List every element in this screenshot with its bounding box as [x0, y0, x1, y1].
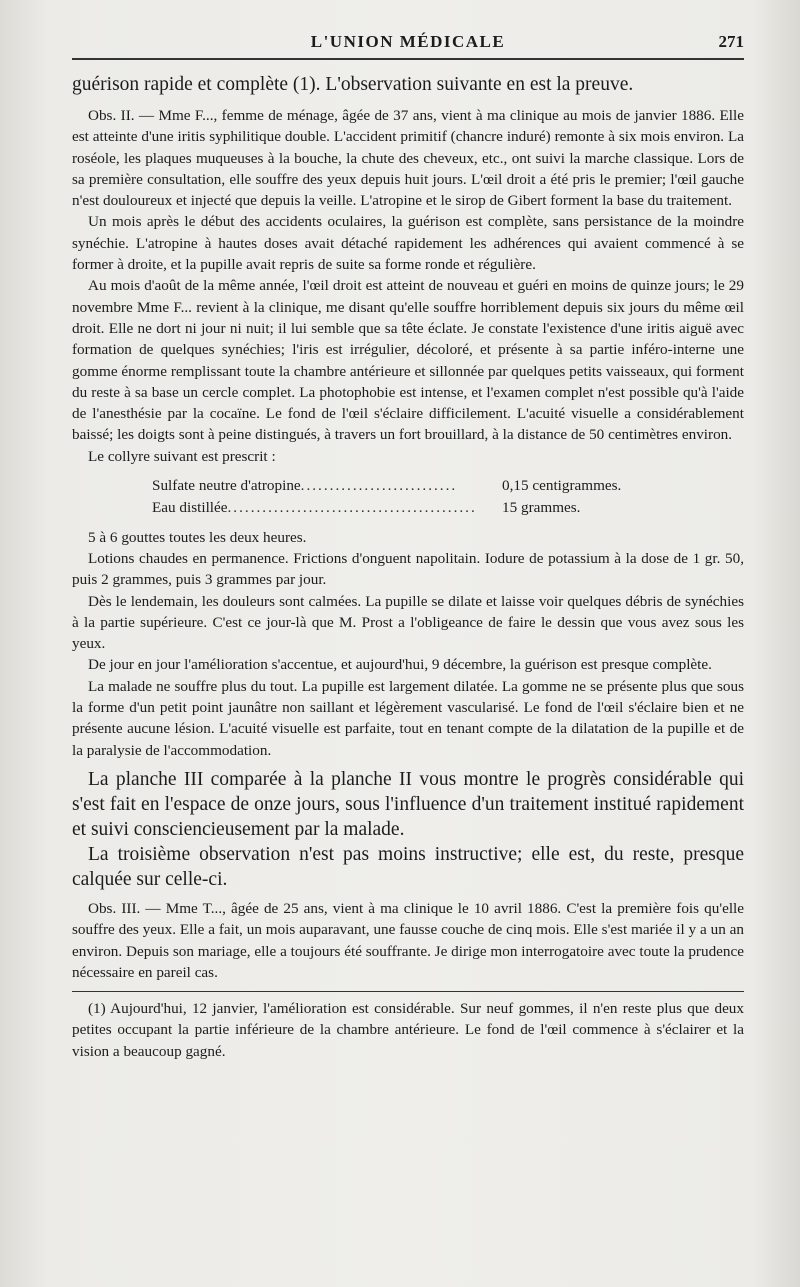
leader-dots: ........................... [300, 477, 458, 495]
paragraph-recovery: Un mois après le début des accidents oculaires, la guérison est complète, sans persistance de la moindre synéchie. L'atropine à hautes doses avait détaché rapidement les adhérences qui avaient commencé à se former à droite, et la pupille avait repris de suite sa forme ronde et régulière. [72, 213, 744, 274]
paragraph-treatment: Lotions chaudes en permanence. Frictions d'onguent napolitain. Iodure de potassium à la dose de 1 gr. 50, puis 2 grammes, puis 3 grammes par jour. [72, 549, 744, 589]
paragraph-intro: guérison rapide et complète (1). L'observation suivante en est la preuve. [72, 74, 634, 95]
paragraph-planche: La planche III comparée à la planche II vous montre le progrès considérable qui s'est fait en l'espace de onze jours, sous l'influence d'un traitement institué rapidement et suivi consciencieusement par la malade. [72, 768, 744, 840]
ingredient-quantity: 0,15 centigrammes. [502, 477, 622, 495]
observation-3: Obs. III. — Mme T..., âgée de 25 ans, vient à ma clinique le 10 avril 1886. C'est la première fois qu'elle souffre des yeux. Elle a fait, un mois auparavant, une fausse couche de cinq mois. Elle s'est mariée il y a un an environ. Depuis son mariage, elle a toujours été souffrante. Je dirige mon interrogatoire avec toute la prudence nécessaire en pareil cas. [72, 899, 744, 981]
footnote-divider [72, 991, 744, 992]
footnote: (1) Aujourd'hui, 12 janvier, l'amélioration est considérable. Sur neuf gommes, il n'en reste plus que deux petites occupant la partie inférieure de la chambre antérieure. Le fond de l'œil commence à s'éclairer et la vision a beaucoup gagné. [72, 1000, 744, 1060]
paragraph-status: La malade ne souffre plus du tout. La pupille est largement dilatée. La gomme ne se présente plus que sous la forme d'un petit point jaunâtre non saillant et légèrement vascularisé. Le fond de l'œil s'éclaire bien et ne présente aucune lésion. L'acuité visuelle est parfaite, tout en tenant compte de la dilatation de la pupille et de la paralysie de l'accommodation. [72, 677, 744, 759]
paragraph-collyre: Le collyre suivant est prescrit : [88, 447, 276, 465]
paragraph-next-day: Dès le lendemain, les douleurs sont calmées. La pupille se dilate et laisse voir quelques débris de synéchies à la partie supérieure. C'est ce jour-là que M. Prost a l'obligeance de faire le dessin que vous avez sous les yeux. [72, 592, 744, 653]
page-body [72, 72, 744, 1062]
running-title: L'UNION MÉDICALE [310, 32, 506, 51]
ingredient-quantity: 15 grammes. [502, 498, 581, 516]
prescription-row [152, 475, 652, 497]
observation-2: Obs. II. — Mme F..., femme de ménage, âgée de 37 ans, vient à ma clinique au mois de janvier 1886. Elle est atteinte d'une iritis syphilitique double. L'accident primitif (chancre induré) remonte à six mois environ. La roséole, les plaques muqueuses à la bouche, la chute des cheveux, etc., ont suivi la marche classique. Lors de sa première consultation, elle souffre des yeux depuis huit jours. L'œil droit a été pris le premier; l'œil gauche n'est douloureux et injecté que depuis la veille. L'atropine et le sirop de Gibert forment la base du traitement. [72, 107, 744, 210]
paragraph-improvement: De jour en jour l'amélioration s'accentue, et aujourd'hui, 9 décembre, la guérison est presque complète. [88, 656, 712, 674]
prescription-row [152, 497, 652, 519]
paragraph-third-obs: La troisième observation n'est pas moins instructive; elle est, du reste, presque calquée sur celle-ci. [72, 843, 744, 890]
paragraph-relapse: Au mois d'août de la même année, l'œil droit est atteint de nouveau et guéri en moins de quinze jours; le 29 novembre Mme F... revient à la clinique, me disant qu'elle souffre horriblement depuis six jours du même œil droit. Elle ne dort ni jour ni nuit; il lui semble que sa tête éclate. Je constate l'existence d'une iritis aiguë avec formation de quelques synéchies; l'iris est irrégulier, décoloré, et présente à sa partie inféro-interne une gomme énorme remplissant toute la chambre antérieure et sillonnée par quelques petits vaisseaux, qui forment du reste à sa base un cercle complet. La photophobie est intense, et l'examen complet n'est possible qu'à l'aide de l'anesthésie par la cocaïne. Le fond de l'œil s'éclaire difficilement. L'acuité visuelle a considérablement baissé; les doigts sont à peine distingués, à travers un fort brouillard, à la distance de 50 centimètres environ. [72, 277, 744, 444]
page-header [72, 30, 744, 60]
prescription [72, 475, 744, 519]
leader-dots: ........................................... [227, 498, 477, 516]
ingredient-name: Eau distillée [152, 498, 228, 516]
ingredient-name: Sulfate neutre d'atropine [152, 477, 301, 495]
paragraph-dosage: 5 à 6 gouttes toutes les deux heures. [88, 528, 307, 546]
page-number: 271 [718, 32, 744, 51]
